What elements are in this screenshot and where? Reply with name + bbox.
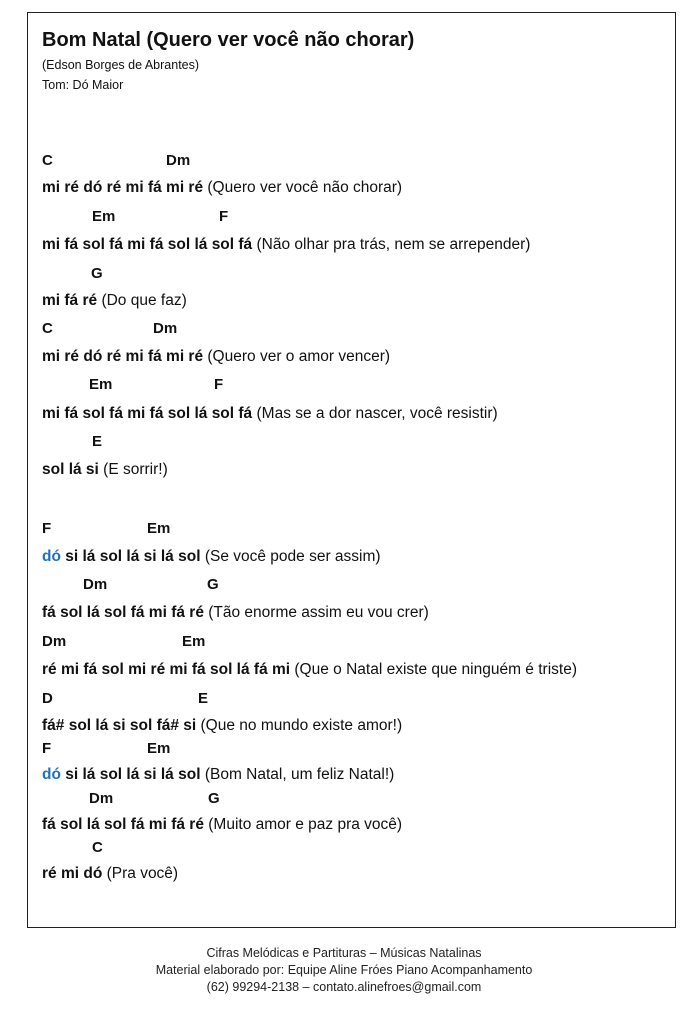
- chord: E: [198, 690, 209, 707]
- lyric-text: (Se você pode ser assim): [200, 548, 381, 565]
- lyric-text: (Bom Natal, um feliz Natal!): [200, 766, 395, 783]
- note-sequence: fá sol lá sol fá mi fá ré: [42, 604, 204, 621]
- footer-contact: (62) 99294-2138 – contato.alinefroes@gmail.com: [206, 980, 482, 994]
- lyric-text: (Do que faz): [97, 292, 187, 309]
- note-sequence: fá sol lá sol fá mi fá ré: [42, 816, 204, 833]
- lyric-text: (Quero ver você não chorar): [203, 179, 403, 196]
- chord: F: [214, 376, 224, 393]
- chord: F: [219, 208, 229, 225]
- lyric-text: (E sorrir!): [98, 461, 168, 478]
- lyric-line: [42, 292, 187, 310]
- lyric-text: (Pra você): [102, 865, 179, 882]
- lyric-line: [42, 348, 390, 366]
- note-sequence: si lá sol lá si lá sol: [60, 548, 201, 565]
- song-body: [42, 13, 672, 913]
- lyric-line: [42, 661, 577, 679]
- lyric-line: [42, 816, 402, 834]
- chord: Dm: [83, 576, 108, 593]
- lyric-line: [42, 717, 402, 735]
- note-sequence: fá# sol lá si sol fá# si: [42, 717, 197, 734]
- lyric-line: [42, 236, 530, 254]
- lyric-line: [42, 766, 394, 784]
- footer-collection: Cifras Melódicas e Partituras – Músicas Natalinas: [206, 946, 482, 960]
- chord: Em: [182, 633, 206, 650]
- chord: D: [42, 690, 53, 707]
- chord: Dm: [153, 320, 178, 337]
- chord: C: [42, 152, 53, 169]
- chord: G: [91, 265, 103, 282]
- lyric-text: (Que o Natal existe que ninguém é triste): [290, 661, 577, 678]
- chord: E: [92, 433, 103, 450]
- highlighted-note: dó: [42, 548, 61, 565]
- note-sequence: mi fá sol fá mi fá sol lá sol fá: [42, 236, 253, 253]
- lyric-line: [42, 405, 498, 423]
- chord: C: [42, 320, 53, 337]
- song-sheet: [27, 12, 676, 928]
- chord: G: [207, 576, 219, 593]
- lyric-text: (Tão enorme assim eu vou crer): [203, 604, 429, 621]
- highlighted-note: dó: [42, 766, 61, 783]
- song-key: Tom: Dó Maior: [42, 78, 124, 92]
- chord: C: [92, 839, 103, 856]
- note-sequence: mi fá ré: [42, 292, 98, 309]
- lyric-text: (Não olhar pra trás, nem se arrepender): [252, 236, 531, 253]
- lyric-text: (Que no mundo existe amor!): [196, 717, 403, 734]
- note-sequence: ré mi dó: [42, 865, 103, 882]
- chord: Em: [92, 208, 116, 225]
- chord: Em: [89, 376, 113, 393]
- lyric-text: (Quero ver o amor vencer): [203, 348, 391, 365]
- lyric-line: [42, 865, 178, 883]
- chord: G: [208, 790, 220, 807]
- lyric-text: (Mas se a dor nascer, você resistir): [252, 405, 498, 422]
- note-sequence: mi ré dó ré mi fá mi ré: [42, 179, 204, 196]
- chord: F: [42, 520, 52, 537]
- chord: Em: [147, 740, 171, 757]
- lyric-text: (Muito amor e paz pra você): [203, 816, 403, 833]
- note-sequence: ré mi fá sol mi ré mi fá sol lá fá mi: [42, 661, 291, 678]
- lyric-line: [42, 179, 402, 197]
- note-sequence: si lá sol lá si lá sol: [60, 766, 201, 783]
- footer-credits: Material elaborado por: Equipe Aline Fróes Piano Acompanhamento: [155, 963, 533, 977]
- note-sequence: sol lá si: [42, 461, 99, 478]
- note-sequence: mi ré dó ré mi fá mi ré: [42, 348, 204, 365]
- chord: Dm: [89, 790, 114, 807]
- chord: Dm: [166, 152, 191, 169]
- song-author: (Edson Borges de Abrantes): [42, 58, 200, 72]
- chord: Dm: [42, 633, 67, 650]
- lyric-line: [42, 548, 381, 566]
- page-footer: [0, 945, 688, 996]
- chord: Em: [147, 520, 171, 537]
- note-sequence: mi fá sol fá mi fá sol lá sol fá: [42, 405, 253, 422]
- chord: F: [42, 740, 52, 757]
- song-title: Bom Natal (Quero ver você não chorar): [42, 29, 415, 51]
- lyric-line: [42, 604, 429, 622]
- lyric-line: [42, 461, 168, 479]
